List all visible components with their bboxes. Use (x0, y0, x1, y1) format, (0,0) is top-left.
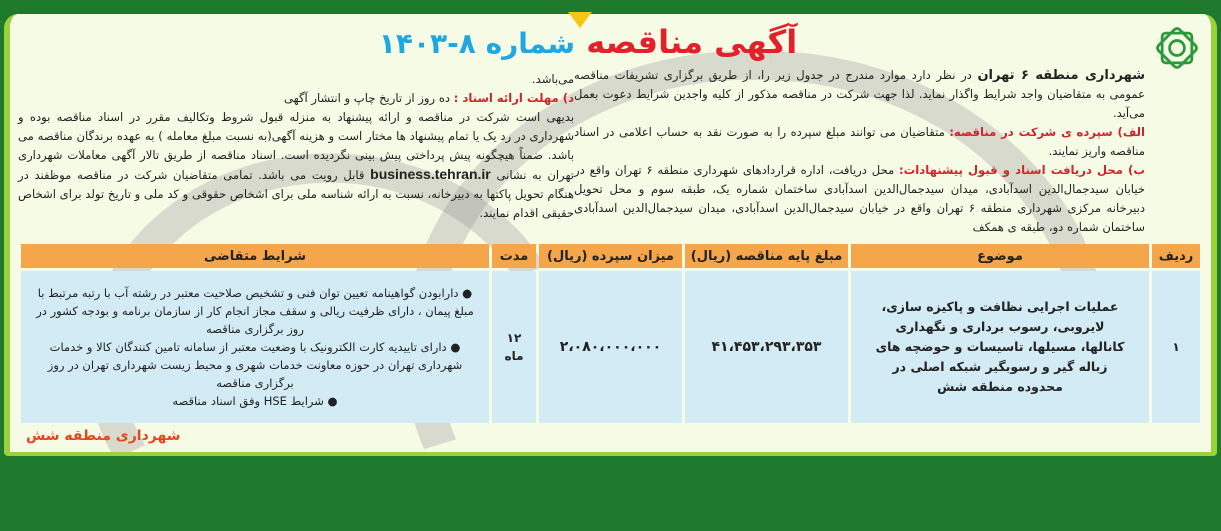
yellow-pointer-marker (568, 12, 592, 28)
section-b-label: ب) محل دریافت اسناد و قبول پیشنهادات: (899, 163, 1146, 177)
header-duration: مدت (492, 244, 536, 268)
terms-paragraph-2: قابل رویت می باشد. تمامی متقاضیان شرکت در مناقصه موظفند در هنگام تحویل پاکتها به دبیرخانه، نسبت به ارائه شناسه ملی برای اشخاص حقوقی و کد ملی و تاریخ تولد برای اشخاص حقیقی اقدام نمایند. (18, 168, 575, 220)
table-header-row (21, 244, 1200, 268)
details-column (18, 66, 574, 237)
duration-unit: ماه (504, 349, 524, 363)
header-subject: موضوع (851, 244, 1149, 268)
org-name: شهرداری منطقه ۶ تهران (977, 68, 1145, 83)
intro-column (574, 66, 1203, 237)
intro-text: در نظر دارد موارد مندرج در جدول زیر را، از طریق برگزاری تشریفات مناقصه عمومی به متقاضیان واجد شرایط واگذار نماید. لذا جهت شرکت در مناقصه مذکور از کلیه واجدین شرایط دعوت بعمل می‌آید. (574, 68, 1145, 120)
section-d-text: ده روز از تاریخ چاپ و انتشار آگهی (283, 91, 454, 105)
cell-row-no: ۱ (1152, 271, 1200, 423)
text-columns (18, 66, 1203, 237)
title-number: شماره ۸-۱۴۰۳ (378, 27, 576, 60)
section-b-text: محل دریافت، اداره قراردادهای شهرداری منطقه ۶ تهران واقع در خیابان سیدجمال‌الدین اسدآبادی، میدان سیدجمال‌الدین اسدآبادی ساختمان شماره یک، طبقه سوم و محل تحویل دبیرخانه مرکزی شهرداری منطقه ۶ تهران واقع در خیابان سیدجمال‌الدین اسدآبادی، میدان سیدجمال‌الدین اسدآبادی ساختمان شماره دو، طبقه ی همکف (574, 163, 1145, 234)
cell-subject: عملیات اجرایی نظافت و پاکیزه سازی، لایروبی، رسوب برداری و نگهداری کانالها، مسیلها، تاسیسات و حوضچه های زباله گیر و رسوبگیر شبکه اصلی در محدوده منطقه شش (851, 271, 1149, 423)
cell-base-amount: ۴۱،۴۵۳،۲۹۳،۳۵۳ (685, 271, 848, 423)
condition-item: ● دارای تاییدیه کارت الکترونیک با وضعیت معتبر از سامانه تامین کنندگان کالا و خدمات شهرداری تهران در حوزه معاونت خدمات شهری و محیط زیست شهرداری تهران در روز برگزاری مناقصه (47, 340, 463, 390)
header-deposit: میزان سپرده (ریال) (539, 244, 682, 268)
continuation-text: می‌باشد. (531, 72, 575, 86)
title-tender: آگهی مناقصه (586, 23, 798, 61)
cell-conditions (21, 271, 489, 423)
section-d-label: د) مهلت ارائه اسناد : (453, 91, 575, 105)
table-row (21, 271, 1200, 423)
section-a-label: الف) سپرده ی شرکت در مناقصه: (949, 125, 1145, 139)
ad-header (18, 20, 1203, 66)
ad-frame (4, 14, 1217, 456)
tender-table (18, 241, 1203, 426)
footer-signature: شهرداری منطقه شش (26, 428, 181, 444)
duration-number: ۱۲ (506, 331, 522, 345)
cell-duration (492, 271, 536, 423)
cell-deposit: ۲،۰۸۰،۰۰۰،۰۰۰ (539, 271, 682, 423)
condition-item: ● شرایط HSE وفق اسناد مناقصه (172, 394, 338, 408)
header-row-no: ردیف (1152, 244, 1200, 268)
condition-item: ● دارابودن گواهینامه تعیین توان فنی و تشخیص صلاحیت معتبر در رشته آب با رتبه مرتبط با مبلغ پیمان ، دارای ظرفیت ریالی و سقف مجاز انجام کار از سازمان برنامه و بودجه کشور در روز برگزاری مناقصه (36, 286, 474, 336)
header-conditions: شرایط متقاضی (21, 244, 489, 268)
header-base-amount: مبلغ پایه مناقصه (ریال) (685, 244, 848, 268)
business-url-link[interactable]: business.tehran.ir (370, 166, 491, 182)
section-a-text: متقاضیان می توانند مبلغ سپرده را به صورت نقد به حساب اعلامی در اسناد مناقصه واریز نمایند. (574, 125, 1145, 158)
terms-paragraph: بدیهی است شرکت در مناقصه و ارائه پیشنهاد به منزله قبول شروط وتکالیف مقرر در اسناد مناقصه بوده و شهرداری در رد یک یا تمام پیشنهاد ها مختار است و هزینه آگهی(به نسبت مبلغ معامله ) به عهده برندگان مناقصه می باشد. ضمناً هیچگونه پیش پرداختی پیش بینی نگردیده است. اسناد مناقصه از طریق تالار آگهی معاملات شهرداری تهران به نشانی (18, 110, 575, 182)
